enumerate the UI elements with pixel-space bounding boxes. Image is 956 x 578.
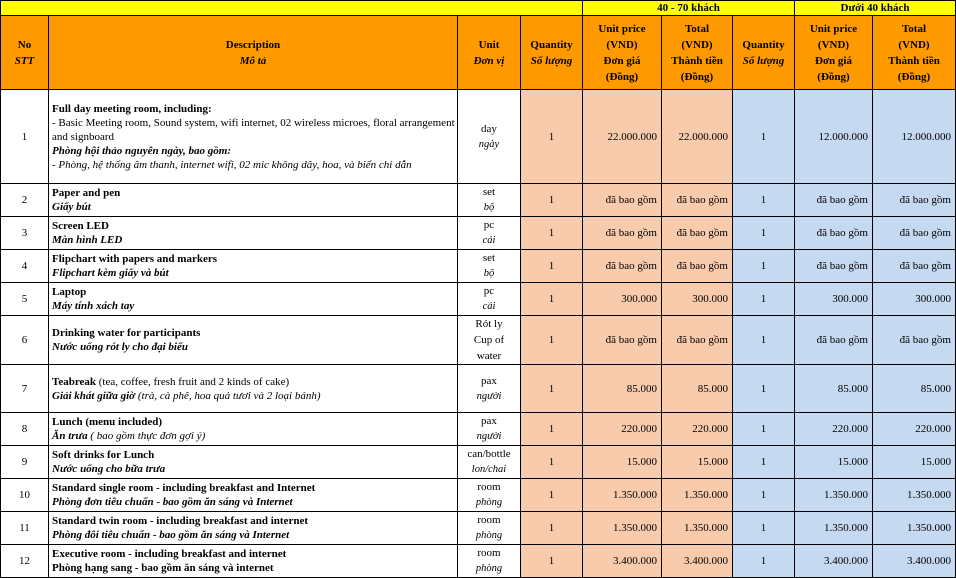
row-description: Soft drinks for Lunch Nước uống cho bữa trưa xyxy=(49,446,458,479)
cell-total-tier1: 15.000 xyxy=(662,446,733,479)
row-unit: set bộ xyxy=(458,184,521,217)
row-description: Standard twin room - including breakfast and internet Phòng đôi tiêu chuẩn - bao gồm ăn sáng và Internet xyxy=(49,512,458,545)
row-no: 9 xyxy=(1,446,49,479)
cell-qty-tier2: 1 xyxy=(733,512,795,545)
cell-qty-tier2: 1 xyxy=(733,184,795,217)
cell-price-tier2: 3.400.000 xyxy=(795,545,873,578)
row-no: 7 xyxy=(1,365,49,413)
cell-total-tier1: 85.000 xyxy=(662,365,733,413)
cell-price-tier2: 220.000 xyxy=(795,413,873,446)
cell-qty-tier1: 1 xyxy=(521,316,583,365)
cell-qty-tier2: 1 xyxy=(733,365,795,413)
row-unit: Rót ly Cup of water xyxy=(458,316,521,365)
cell-price-tier2: 12.000.000 xyxy=(795,90,873,184)
table-row xyxy=(1,446,956,479)
header-unit-price-tier2: Unit price (VND) Đơn giá (Đồng) xyxy=(795,16,873,90)
cell-total-tier2: đã bao gồm xyxy=(873,316,956,365)
cell-qty-tier1: 1 xyxy=(521,446,583,479)
cell-qty-tier2: 1 xyxy=(733,446,795,479)
cell-price-tier1: 220.000 xyxy=(583,413,662,446)
row-unit: room phòng xyxy=(458,479,521,512)
header-no: No STT xyxy=(1,16,49,90)
row-no: 10 xyxy=(1,479,49,512)
cell-qty-tier1: 1 xyxy=(521,90,583,184)
cell-total-tier2: đã bao gồm xyxy=(873,217,956,250)
cell-total-tier2: 15.000 xyxy=(873,446,956,479)
cell-qty-tier1: 1 xyxy=(521,184,583,217)
cell-total-tier1: 300.000 xyxy=(662,283,733,316)
cell-total-tier1: 22.000.000 xyxy=(662,90,733,184)
cell-qty-tier1: 1 xyxy=(521,545,583,578)
cell-price-tier1: 3.400.000 xyxy=(583,545,662,578)
table-row xyxy=(1,479,956,512)
table-row xyxy=(1,217,956,250)
row-description: Paper and pen Giấy bút xyxy=(49,184,458,217)
cell-total-tier2: 220.000 xyxy=(873,413,956,446)
cell-price-tier1: đã bao gồm xyxy=(583,184,662,217)
table-row xyxy=(1,250,956,283)
cell-price-tier1: 1.350.000 xyxy=(583,512,662,545)
header-quantity-tier1: Quantity Số lượng xyxy=(521,16,583,90)
cell-total-tier1: 1.350.000 xyxy=(662,479,733,512)
cell-qty-tier1: 1 xyxy=(521,512,583,545)
cell-price-tier1: 1.350.000 xyxy=(583,479,662,512)
cell-price-tier1: đã bao gồm xyxy=(583,250,662,283)
row-unit: pax người xyxy=(458,365,521,413)
row-unit: can/bottle lon/chai xyxy=(458,446,521,479)
row-no: 1 xyxy=(1,90,49,184)
row-no: 11 xyxy=(1,512,49,545)
row-description: Executive room - including breakfast and internet Phòng hạng sang - bao gồm ăn sáng và internet xyxy=(49,545,458,578)
cell-qty-tier1: 1 xyxy=(521,283,583,316)
table-row xyxy=(1,283,956,316)
cell-qty-tier1: 1 xyxy=(521,365,583,413)
cell-price-tier1: 300.000 xyxy=(583,283,662,316)
cell-total-tier1: 220.000 xyxy=(662,413,733,446)
table-row xyxy=(1,365,956,413)
header-total-tier2: Total (VND) Thành tiền (Đồng) xyxy=(873,16,956,90)
row-no: 2 xyxy=(1,184,49,217)
row-unit: pc cái xyxy=(458,217,521,250)
cell-qty-tier2: 1 xyxy=(733,479,795,512)
cell-price-tier1: đã bao gồm xyxy=(583,316,662,365)
cell-total-tier2: 1.350.000 xyxy=(873,479,956,512)
row-no: 8 xyxy=(1,413,49,446)
header-quantity-tier2: Quantity Số lượng xyxy=(733,16,795,90)
group-header-tier2: Dưới 40 khách xyxy=(795,1,956,16)
table-row xyxy=(1,512,956,545)
row-no: 4 xyxy=(1,250,49,283)
row-description: Teabreak (tea, coffee, fresh fruit and 2 kinds of cake) Giải khát giữa giờ (trà, cà phê, hoa quả tươi và 2 loại bánh) xyxy=(49,365,458,413)
row-no: 5 xyxy=(1,283,49,316)
row-unit: pc cái xyxy=(458,283,521,316)
row-description: Standard single room - including breakfast and Internet Phòng đơn tiêu chuẩn - bao gồm ăn sáng và Internet xyxy=(49,479,458,512)
row-description: Flipchart with papers and markers Flipchart kèm giấy và bút xyxy=(49,250,458,283)
cell-qty-tier2: 1 xyxy=(733,413,795,446)
cell-total-tier2: đã bao gồm xyxy=(873,184,956,217)
row-unit: room phòng xyxy=(458,512,521,545)
cell-total-tier2: đã bao gồm xyxy=(873,250,956,283)
column-header-row xyxy=(1,16,956,90)
cell-qty-tier1: 1 xyxy=(521,217,583,250)
row-description: Lunch (menu included) Ăn trưa ( bao gồm thực đơn gợi ý) xyxy=(49,413,458,446)
cell-qty-tier1: 1 xyxy=(521,250,583,283)
cell-total-tier1: đã bao gồm xyxy=(662,184,733,217)
cell-qty-tier2: 1 xyxy=(733,250,795,283)
cell-qty-tier2: 1 xyxy=(733,283,795,316)
cell-qty-tier2: 1 xyxy=(733,545,795,578)
group-header-row xyxy=(1,1,956,16)
cell-total-tier2: 300.000 xyxy=(873,283,956,316)
header-description: Description Mô tả xyxy=(49,16,458,90)
cell-qty-tier1: 1 xyxy=(521,479,583,512)
cell-price-tier1: đã bao gồm xyxy=(583,217,662,250)
row-description: Drinking water for participants Nước uống rót ly cho đại biểu xyxy=(49,316,458,365)
cell-qty-tier2: 1 xyxy=(733,316,795,365)
group-header-blank xyxy=(1,1,583,16)
cell-price-tier2: đã bao gồm xyxy=(795,316,873,365)
cell-total-tier1: đã bao gồm xyxy=(662,250,733,283)
row-unit: pax người xyxy=(458,413,521,446)
table-row xyxy=(1,90,956,184)
table-row xyxy=(1,545,956,578)
cell-total-tier1: 3.400.000 xyxy=(662,545,733,578)
row-description: Laptop Máy tính xách tay xyxy=(49,283,458,316)
table-row xyxy=(1,184,956,217)
cell-price-tier2: 1.350.000 xyxy=(795,512,873,545)
table-row xyxy=(1,413,956,446)
cell-price-tier2: 15.000 xyxy=(795,446,873,479)
row-unit: set bộ xyxy=(458,250,521,283)
cell-total-tier1: đã bao gồm xyxy=(662,316,733,365)
header-total-tier1: Total (VND) Thành tiền (Đồng) xyxy=(662,16,733,90)
cell-price-tier2: đã bao gồm xyxy=(795,184,873,217)
table-row xyxy=(1,316,956,365)
header-unit-price-tier1: Unit price (VND) Đơn giá (Đồng) xyxy=(583,16,662,90)
row-no: 6 xyxy=(1,316,49,365)
cell-price-tier1: 15.000 xyxy=(583,446,662,479)
row-unit: room phòng xyxy=(458,545,521,578)
row-description: Full day meeting room, including: - Basic Meeting room, Sound system, wifi internet, 02 wireless microes, floral arrangement and signboard Phòng hội thảo nguyên ngày, bao gồm: - Phòng, hệ thống âm thanh, internet wifi, 02 mic không dây, hoa, và biển chỉ dẫn xyxy=(49,90,458,184)
cell-total-tier1: 1.350.000 xyxy=(662,512,733,545)
row-description: Screen LED Màn hình LED xyxy=(49,217,458,250)
cell-total-tier2: 3.400.000 xyxy=(873,545,956,578)
cell-price-tier2: đã bao gồm xyxy=(795,250,873,283)
cell-total-tier1: đã bao gồm xyxy=(662,217,733,250)
cell-qty-tier2: 1 xyxy=(733,90,795,184)
cell-price-tier1: 22.000.000 xyxy=(583,90,662,184)
cell-price-tier1: 85.000 xyxy=(583,365,662,413)
cell-price-tier2: 1.350.000 xyxy=(795,479,873,512)
cell-price-tier2: 300.000 xyxy=(795,283,873,316)
cell-total-tier2: 1.350.000 xyxy=(873,512,956,545)
cell-total-tier2: 85.000 xyxy=(873,365,956,413)
row-unit: day ngày xyxy=(458,90,521,184)
cell-price-tier2: 85.000 xyxy=(795,365,873,413)
cell-total-tier2: 12.000.000 xyxy=(873,90,956,184)
cell-price-tier2: đã bao gồm xyxy=(795,217,873,250)
group-header-tier1: 40 - 70 khách xyxy=(583,1,795,16)
cell-qty-tier1: 1 xyxy=(521,413,583,446)
row-no: 12 xyxy=(1,545,49,578)
header-unit: Unit Đơn vị xyxy=(458,16,521,90)
cell-qty-tier2: 1 xyxy=(733,217,795,250)
row-no: 3 xyxy=(1,217,49,250)
